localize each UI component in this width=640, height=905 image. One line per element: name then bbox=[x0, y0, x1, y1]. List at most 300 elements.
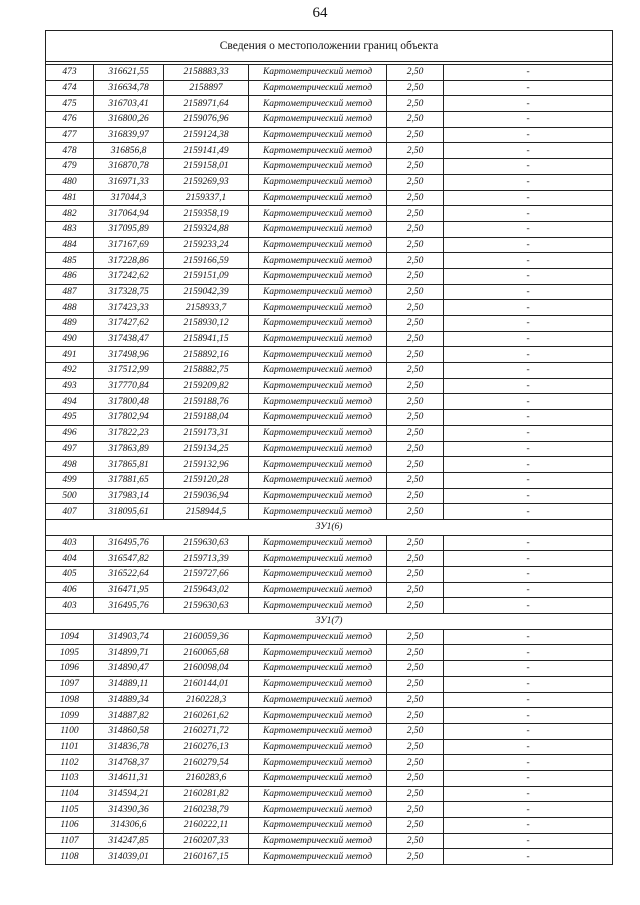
description-cell: - bbox=[444, 723, 613, 739]
x-coordinate-cell: 314611,31 bbox=[94, 770, 164, 786]
x-coordinate-cell: 314890,47 bbox=[94, 661, 164, 677]
description-cell: - bbox=[444, 394, 613, 410]
method-cell: Картометрический метод bbox=[249, 786, 387, 802]
y-coordinate-cell: 2159134,25 bbox=[164, 441, 249, 457]
boundary-table-container bbox=[45, 30, 612, 865]
y-coordinate-cell: 2159643,02 bbox=[164, 582, 249, 598]
method-cell: Картометрический метод bbox=[249, 284, 387, 300]
accuracy-cell: 2,50 bbox=[387, 331, 444, 347]
method-cell: Картометрический метод bbox=[249, 206, 387, 222]
accuracy-cell: 2,50 bbox=[387, 504, 444, 520]
accuracy-cell: 2,50 bbox=[387, 237, 444, 253]
method-cell: Картометрический метод bbox=[249, 331, 387, 347]
point-number-cell: 489 bbox=[46, 316, 94, 332]
y-coordinate-cell: 2159188,76 bbox=[164, 394, 249, 410]
y-coordinate-cell: 2160222,11 bbox=[164, 818, 249, 834]
x-coordinate-cell: 314247,85 bbox=[94, 833, 164, 849]
y-coordinate-cell: 2159337,1 bbox=[164, 190, 249, 206]
description-cell: - bbox=[444, 770, 613, 786]
table-row bbox=[46, 221, 613, 237]
y-coordinate-cell: 2160271,72 bbox=[164, 723, 249, 739]
point-number-cell: 482 bbox=[46, 206, 94, 222]
description-cell: - bbox=[444, 645, 613, 661]
section-row bbox=[46, 614, 613, 630]
table-row bbox=[46, 551, 613, 567]
method-cell: Картометрический метод bbox=[249, 472, 387, 488]
method-cell: Картометрический метод bbox=[249, 441, 387, 457]
method-cell: Картометрический метод bbox=[249, 676, 387, 692]
y-coordinate-cell: 2159132,96 bbox=[164, 457, 249, 473]
description-cell: - bbox=[444, 206, 613, 222]
accuracy-cell: 2,50 bbox=[387, 190, 444, 206]
method-cell: Картометрический метод bbox=[249, 316, 387, 332]
point-number-cell: 1104 bbox=[46, 786, 94, 802]
y-coordinate-cell: 2160281,82 bbox=[164, 786, 249, 802]
y-coordinate-cell: 2159630,63 bbox=[164, 598, 249, 614]
y-coordinate-cell: 2158944,5 bbox=[164, 504, 249, 520]
method-cell: Картометрический метод bbox=[249, 80, 387, 96]
table-row bbox=[46, 425, 613, 441]
point-number-cell: 485 bbox=[46, 253, 94, 269]
table-row bbox=[46, 708, 613, 724]
y-coordinate-cell: 2160283,6 bbox=[164, 770, 249, 786]
x-coordinate-cell: 314594,21 bbox=[94, 786, 164, 802]
description-cell: - bbox=[444, 833, 613, 849]
x-coordinate-cell: 317863,89 bbox=[94, 441, 164, 457]
accuracy-cell: 2,50 bbox=[387, 174, 444, 190]
description-cell: - bbox=[444, 457, 613, 473]
point-number-cell: 1101 bbox=[46, 739, 94, 755]
point-number-cell: 1099 bbox=[46, 708, 94, 724]
x-coordinate-cell: 316839,97 bbox=[94, 127, 164, 143]
accuracy-cell: 2,50 bbox=[387, 770, 444, 786]
point-number-cell: 1100 bbox=[46, 723, 94, 739]
point-number-cell: 476 bbox=[46, 112, 94, 128]
y-coordinate-cell: 2160167,15 bbox=[164, 849, 249, 865]
accuracy-cell: 2,50 bbox=[387, 472, 444, 488]
description-cell: - bbox=[444, 159, 613, 175]
x-coordinate-cell: 314039,01 bbox=[94, 849, 164, 865]
method-cell: Картометрический метод bbox=[249, 692, 387, 708]
point-number-cell: 498 bbox=[46, 457, 94, 473]
accuracy-cell: 2,50 bbox=[387, 833, 444, 849]
point-number-cell: 495 bbox=[46, 410, 94, 426]
y-coordinate-cell: 2158971,64 bbox=[164, 96, 249, 112]
accuracy-cell: 2,50 bbox=[387, 378, 444, 394]
accuracy-cell: 2,50 bbox=[387, 849, 444, 865]
description-cell: - bbox=[444, 316, 613, 332]
table-row bbox=[46, 394, 613, 410]
accuracy-cell: 2,50 bbox=[387, 221, 444, 237]
x-coordinate-cell: 314768,37 bbox=[94, 755, 164, 771]
accuracy-cell: 2,50 bbox=[387, 535, 444, 551]
y-coordinate-cell: 2159358,19 bbox=[164, 206, 249, 222]
x-coordinate-cell: 318095,61 bbox=[94, 504, 164, 520]
description-cell: - bbox=[444, 818, 613, 834]
table-row bbox=[46, 347, 613, 363]
description-cell: - bbox=[444, 582, 613, 598]
x-coordinate-cell: 316522,64 bbox=[94, 567, 164, 583]
method-cell: Картометрический метод bbox=[249, 65, 387, 81]
point-number-cell: 480 bbox=[46, 174, 94, 190]
description-cell: - bbox=[444, 300, 613, 316]
x-coordinate-cell: 317802,94 bbox=[94, 410, 164, 426]
method-cell: Картометрический метод bbox=[249, 410, 387, 426]
accuracy-cell: 2,50 bbox=[387, 268, 444, 284]
table-body bbox=[46, 31, 613, 865]
method-cell: Картометрический метод bbox=[249, 96, 387, 112]
x-coordinate-cell: 317800,48 bbox=[94, 394, 164, 410]
x-coordinate-cell: 316495,76 bbox=[94, 535, 164, 551]
table-row bbox=[46, 849, 613, 865]
method-cell: Картометрический метод bbox=[249, 551, 387, 567]
method-cell: Картометрический метод bbox=[249, 143, 387, 159]
x-coordinate-cell: 317095,89 bbox=[94, 221, 164, 237]
y-coordinate-cell: 2159173,31 bbox=[164, 425, 249, 441]
method-cell: Картометрический метод bbox=[249, 127, 387, 143]
description-cell: - bbox=[444, 378, 613, 394]
y-coordinate-cell: 2159233,24 bbox=[164, 237, 249, 253]
method-cell: Картометрический метод bbox=[249, 755, 387, 771]
x-coordinate-cell: 316547,82 bbox=[94, 551, 164, 567]
accuracy-cell: 2,50 bbox=[387, 347, 444, 363]
x-coordinate-cell: 314390,36 bbox=[94, 802, 164, 818]
table-row bbox=[46, 786, 613, 802]
accuracy-cell: 2,50 bbox=[387, 206, 444, 222]
table-row bbox=[46, 488, 613, 504]
accuracy-cell: 2,50 bbox=[387, 457, 444, 473]
method-cell: Картометрический метод bbox=[249, 770, 387, 786]
table-row bbox=[46, 300, 613, 316]
accuracy-cell: 2,50 bbox=[387, 708, 444, 724]
method-cell: Картометрический метод bbox=[249, 112, 387, 128]
table-row bbox=[46, 739, 613, 755]
description-cell: - bbox=[444, 237, 613, 253]
accuracy-cell: 2,50 bbox=[387, 676, 444, 692]
accuracy-cell: 2,50 bbox=[387, 786, 444, 802]
table-row bbox=[46, 96, 613, 112]
point-number-cell: 407 bbox=[46, 504, 94, 520]
description-cell: - bbox=[444, 174, 613, 190]
y-coordinate-cell: 2159727,66 bbox=[164, 567, 249, 583]
point-number-cell: 479 bbox=[46, 159, 94, 175]
description-cell: - bbox=[444, 692, 613, 708]
y-coordinate-cell: 2159209,82 bbox=[164, 378, 249, 394]
x-coordinate-cell: 314306,6 bbox=[94, 818, 164, 834]
y-coordinate-cell: 2160276,13 bbox=[164, 739, 249, 755]
x-coordinate-cell: 316870,78 bbox=[94, 159, 164, 175]
description-cell: - bbox=[444, 65, 613, 81]
method-cell: Картометрический метод bbox=[249, 237, 387, 253]
point-number-cell: 1106 bbox=[46, 818, 94, 834]
description-cell: - bbox=[444, 598, 613, 614]
y-coordinate-cell: 2158882,75 bbox=[164, 363, 249, 379]
table-row bbox=[46, 112, 613, 128]
accuracy-cell: 2,50 bbox=[387, 645, 444, 661]
table-row bbox=[46, 567, 613, 583]
point-number-cell: 487 bbox=[46, 284, 94, 300]
table-row bbox=[46, 80, 613, 96]
x-coordinate-cell: 317064,94 bbox=[94, 206, 164, 222]
y-coordinate-cell: 2159713,39 bbox=[164, 551, 249, 567]
x-coordinate-cell: 317770,84 bbox=[94, 378, 164, 394]
table-row bbox=[46, 174, 613, 190]
accuracy-cell: 2,50 bbox=[387, 488, 444, 504]
point-number-cell: 483 bbox=[46, 221, 94, 237]
method-cell: Картометрический метод bbox=[249, 174, 387, 190]
y-coordinate-cell: 2159324,88 bbox=[164, 221, 249, 237]
table-row bbox=[46, 770, 613, 786]
method-cell: Картометрический метод bbox=[249, 488, 387, 504]
accuracy-cell: 2,50 bbox=[387, 284, 444, 300]
x-coordinate-cell: 317438,47 bbox=[94, 331, 164, 347]
description-cell: - bbox=[444, 80, 613, 96]
x-coordinate-cell: 317044,3 bbox=[94, 190, 164, 206]
point-number-cell: 404 bbox=[46, 551, 94, 567]
method-cell: Картометрический метод bbox=[249, 598, 387, 614]
y-coordinate-cell: 2160207,33 bbox=[164, 833, 249, 849]
table-row bbox=[46, 331, 613, 347]
description-cell: - bbox=[444, 127, 613, 143]
y-coordinate-cell: 2159166,59 bbox=[164, 253, 249, 269]
description-cell: - bbox=[444, 96, 613, 112]
method-cell: Картометрический метод bbox=[249, 818, 387, 834]
table-row bbox=[46, 457, 613, 473]
accuracy-cell: 2,50 bbox=[387, 441, 444, 457]
table-row bbox=[46, 441, 613, 457]
y-coordinate-cell: 2159120,28 bbox=[164, 472, 249, 488]
y-coordinate-cell: 2159158,01 bbox=[164, 159, 249, 175]
accuracy-cell: 2,50 bbox=[387, 112, 444, 128]
accuracy-cell: 2,50 bbox=[387, 363, 444, 379]
accuracy-cell: 2,50 bbox=[387, 567, 444, 583]
point-number-cell: 403 bbox=[46, 598, 94, 614]
description-cell: - bbox=[444, 755, 613, 771]
y-coordinate-cell: 2159124,38 bbox=[164, 127, 249, 143]
accuracy-cell: 2,50 bbox=[387, 300, 444, 316]
table-row bbox=[46, 253, 613, 269]
x-coordinate-cell: 317881,65 bbox=[94, 472, 164, 488]
accuracy-cell: 2,50 bbox=[387, 723, 444, 739]
y-coordinate-cell: 2159076,96 bbox=[164, 112, 249, 128]
table-row bbox=[46, 237, 613, 253]
point-number-cell: 1098 bbox=[46, 692, 94, 708]
description-cell: - bbox=[444, 661, 613, 677]
method-cell: Картометрический метод bbox=[249, 253, 387, 269]
method-cell: Картометрический метод bbox=[249, 268, 387, 284]
point-number-cell: 493 bbox=[46, 378, 94, 394]
point-number-cell: 481 bbox=[46, 190, 94, 206]
point-number-cell: 1094 bbox=[46, 629, 94, 645]
accuracy-cell: 2,50 bbox=[387, 410, 444, 426]
y-coordinate-cell: 2159269,93 bbox=[164, 174, 249, 190]
x-coordinate-cell: 317242,62 bbox=[94, 268, 164, 284]
description-cell: - bbox=[444, 488, 613, 504]
table-row bbox=[46, 268, 613, 284]
accuracy-cell: 2,50 bbox=[387, 65, 444, 81]
y-coordinate-cell: 2160065,68 bbox=[164, 645, 249, 661]
accuracy-cell: 2,50 bbox=[387, 661, 444, 677]
method-cell: Картометрический метод bbox=[249, 645, 387, 661]
y-coordinate-cell: 2158883,33 bbox=[164, 65, 249, 81]
method-cell: Картометрический метод bbox=[249, 739, 387, 755]
y-coordinate-cell: 2159188,04 bbox=[164, 410, 249, 426]
table-row bbox=[46, 472, 613, 488]
method-cell: Картометрический метод bbox=[249, 394, 387, 410]
table-title: Сведения о местоположении границ объекта bbox=[46, 31, 613, 62]
x-coordinate-cell: 316703,41 bbox=[94, 96, 164, 112]
table-row bbox=[46, 410, 613, 426]
point-number-cell: 1095 bbox=[46, 645, 94, 661]
description-cell: - bbox=[444, 551, 613, 567]
method-cell: Картометрический метод bbox=[249, 300, 387, 316]
table-title-row bbox=[46, 31, 613, 62]
method-cell: Картометрический метод bbox=[249, 457, 387, 473]
y-coordinate-cell: 2160098,04 bbox=[164, 661, 249, 677]
accuracy-cell: 2,50 bbox=[387, 582, 444, 598]
x-coordinate-cell: 317427,62 bbox=[94, 316, 164, 332]
description-cell: - bbox=[444, 535, 613, 551]
y-coordinate-cell: 2158892,16 bbox=[164, 347, 249, 363]
accuracy-cell: 2,50 bbox=[387, 316, 444, 332]
description-cell: - bbox=[444, 472, 613, 488]
description-cell: - bbox=[444, 331, 613, 347]
y-coordinate-cell: 2160238,79 bbox=[164, 802, 249, 818]
x-coordinate-cell: 316621,55 bbox=[94, 65, 164, 81]
accuracy-cell: 2,50 bbox=[387, 159, 444, 175]
point-number-cell: 475 bbox=[46, 96, 94, 112]
y-coordinate-cell: 2159630,63 bbox=[164, 535, 249, 551]
point-number-cell: 490 bbox=[46, 331, 94, 347]
description-cell: - bbox=[444, 410, 613, 426]
table-row bbox=[46, 378, 613, 394]
accuracy-cell: 2,50 bbox=[387, 629, 444, 645]
y-coordinate-cell: 2158897 bbox=[164, 80, 249, 96]
accuracy-cell: 2,50 bbox=[387, 802, 444, 818]
accuracy-cell: 2,50 bbox=[387, 818, 444, 834]
point-number-cell: 473 bbox=[46, 65, 94, 81]
accuracy-cell: 2,50 bbox=[387, 96, 444, 112]
method-cell: Картометрический метод bbox=[249, 190, 387, 206]
point-number-cell: 499 bbox=[46, 472, 94, 488]
table-row bbox=[46, 645, 613, 661]
description-cell: - bbox=[444, 849, 613, 865]
table-row bbox=[46, 833, 613, 849]
x-coordinate-cell: 316471,95 bbox=[94, 582, 164, 598]
description-cell: - bbox=[444, 268, 613, 284]
y-coordinate-cell: 2160261,62 bbox=[164, 708, 249, 724]
table-row bbox=[46, 284, 613, 300]
method-cell: Картометрический метод bbox=[249, 504, 387, 520]
table-row bbox=[46, 755, 613, 771]
y-coordinate-cell: 2159151,09 bbox=[164, 268, 249, 284]
point-number-cell: 496 bbox=[46, 425, 94, 441]
table-row bbox=[46, 143, 613, 159]
accuracy-cell: 2,50 bbox=[387, 80, 444, 96]
point-number-cell: 1107 bbox=[46, 833, 94, 849]
x-coordinate-cell: 314887,82 bbox=[94, 708, 164, 724]
point-number-cell: 1102 bbox=[46, 755, 94, 771]
point-number-cell: 500 bbox=[46, 488, 94, 504]
boundary-coordinates-table bbox=[45, 30, 613, 865]
accuracy-cell: 2,50 bbox=[387, 551, 444, 567]
accuracy-cell: 2,50 bbox=[387, 143, 444, 159]
y-coordinate-cell: 2160059,36 bbox=[164, 629, 249, 645]
accuracy-cell: 2,50 bbox=[387, 425, 444, 441]
x-coordinate-cell: 317328,75 bbox=[94, 284, 164, 300]
x-coordinate-cell: 316634,78 bbox=[94, 80, 164, 96]
description-cell: - bbox=[444, 708, 613, 724]
point-number-cell: 494 bbox=[46, 394, 94, 410]
x-coordinate-cell: 316495,76 bbox=[94, 598, 164, 614]
method-cell: Картометрический метод bbox=[249, 708, 387, 724]
table-row bbox=[46, 190, 613, 206]
point-number-cell: 474 bbox=[46, 80, 94, 96]
method-cell: Картометрический метод bbox=[249, 582, 387, 598]
accuracy-cell: 2,50 bbox=[387, 127, 444, 143]
point-number-cell: 405 bbox=[46, 567, 94, 583]
table-row bbox=[46, 363, 613, 379]
description-cell: - bbox=[444, 739, 613, 755]
table-row bbox=[46, 598, 613, 614]
method-cell: Картометрический метод bbox=[249, 567, 387, 583]
x-coordinate-cell: 314836,78 bbox=[94, 739, 164, 755]
point-number-cell: 477 bbox=[46, 127, 94, 143]
description-cell: - bbox=[444, 363, 613, 379]
accuracy-cell: 2,50 bbox=[387, 739, 444, 755]
description-cell: - bbox=[444, 190, 613, 206]
table-row bbox=[46, 504, 613, 520]
method-cell: Картометрический метод bbox=[249, 363, 387, 379]
y-coordinate-cell: 2160279,54 bbox=[164, 755, 249, 771]
x-coordinate-cell: 317512,99 bbox=[94, 363, 164, 379]
method-cell: Картометрический метод bbox=[249, 347, 387, 363]
x-coordinate-cell: 317983,14 bbox=[94, 488, 164, 504]
method-cell: Картометрический метод bbox=[249, 723, 387, 739]
x-coordinate-cell: 317167,69 bbox=[94, 237, 164, 253]
point-number-cell: 492 bbox=[46, 363, 94, 379]
x-coordinate-cell: 316800,26 bbox=[94, 112, 164, 128]
y-coordinate-cell: 2158933,7 bbox=[164, 300, 249, 316]
y-coordinate-cell: 2158941,15 bbox=[164, 331, 249, 347]
table-row bbox=[46, 159, 613, 175]
x-coordinate-cell: 317822,23 bbox=[94, 425, 164, 441]
method-cell: Картометрический метод bbox=[249, 221, 387, 237]
accuracy-cell: 2,50 bbox=[387, 253, 444, 269]
x-coordinate-cell: 314860,58 bbox=[94, 723, 164, 739]
section-label: ЗУ1(6) bbox=[46, 519, 613, 535]
description-cell: - bbox=[444, 786, 613, 802]
accuracy-cell: 2,50 bbox=[387, 598, 444, 614]
y-coordinate-cell: 2159036,94 bbox=[164, 488, 249, 504]
method-cell: Картометрический метод bbox=[249, 425, 387, 441]
x-coordinate-cell: 317498,96 bbox=[94, 347, 164, 363]
x-coordinate-cell: 314903,74 bbox=[94, 629, 164, 645]
x-coordinate-cell: 314889,11 bbox=[94, 676, 164, 692]
x-coordinate-cell: 317865,81 bbox=[94, 457, 164, 473]
table-row bbox=[46, 206, 613, 222]
x-coordinate-cell: 317228,86 bbox=[94, 253, 164, 269]
description-cell: - bbox=[444, 676, 613, 692]
description-cell: - bbox=[444, 629, 613, 645]
x-coordinate-cell: 317423,33 bbox=[94, 300, 164, 316]
y-coordinate-cell: 2159141,49 bbox=[164, 143, 249, 159]
y-coordinate-cell: 2158930,12 bbox=[164, 316, 249, 332]
description-cell: - bbox=[444, 143, 613, 159]
y-coordinate-cell: 2159042,39 bbox=[164, 284, 249, 300]
method-cell: Картометрический метод bbox=[249, 849, 387, 865]
table-row bbox=[46, 661, 613, 677]
